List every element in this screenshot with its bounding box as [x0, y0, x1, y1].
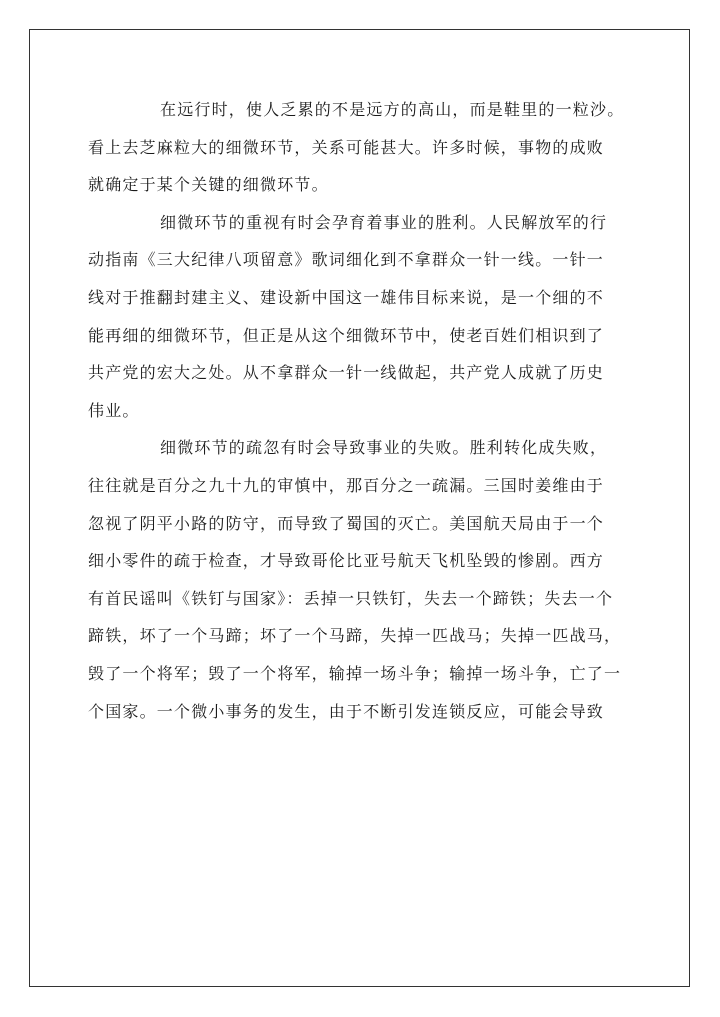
document-body [88, 91, 633, 730]
text-line: 线对于推翻封建主义、建设新中国这一雄伟目标来说，是一个细的不 [88, 287, 605, 307]
text-line: 伟业。 [88, 400, 140, 420]
text-line: 往往就是百分之九十九的审慎中，那百分之一疏漏。三国时姜维由于 [88, 475, 605, 495]
text-line: 蹄铁，坏了一个马蹄；坏了一个马蹄，失掉一匹战马；失掉一匹战马， [88, 626, 622, 646]
text-line: 细小零件的疏于检查，才导致哥伦比亚号航天飞机坠毁的惨剧。西方 [88, 551, 605, 571]
text-line: 共产党的宏大之处。从不拿群众一针一线做起，共产党人成就了历史 [88, 363, 605, 383]
paragraph-1 [88, 91, 633, 204]
paragraph-2 [88, 204, 633, 430]
text-line: 细微环节的重视有时会孕育着事业的胜利。人民解放军的行 [160, 212, 608, 232]
text-line: 细微环节的疏忽有时会导致事业的失败。胜利转化成失败， [160, 438, 608, 458]
text-line: 忽视了阴平小路的防守，而导致了蜀国的灭亡。美国航天局由于一个 [88, 513, 605, 533]
text-line: 就确定于某个关键的细微环节。 [88, 175, 329, 195]
text-line: 能再细的细微环节，但正是从这个细微环节中，使老百姓们相识到了 [88, 325, 605, 345]
text-line: 看上去芝麻粒大的细微环节，关系可能甚大。许多时候，事物的成败 [88, 137, 605, 157]
text-line: 在远行时，使人乏累的不是远方的高山，而是鞋里的一粒沙。 [160, 100, 625, 119]
text-line: 个国家。一个微小事务的发生，由于不断引发连锁反应，可能会导致 [88, 701, 605, 721]
text-line: 有首民谣叫《铁钉与国家》：丢掉一只铁钉，失去一个蹄铁；失去一个 [88, 588, 614, 608]
text-line: 动指南《三大纪律八项留意》歌词细化到不拿群众一针一线。一针一 [88, 250, 605, 270]
text-line: 毁了一个将军；毁了一个将军，输掉一场斗争；输掉一场斗争，亡了一 [88, 663, 622, 683]
paragraph-3 [88, 429, 633, 730]
